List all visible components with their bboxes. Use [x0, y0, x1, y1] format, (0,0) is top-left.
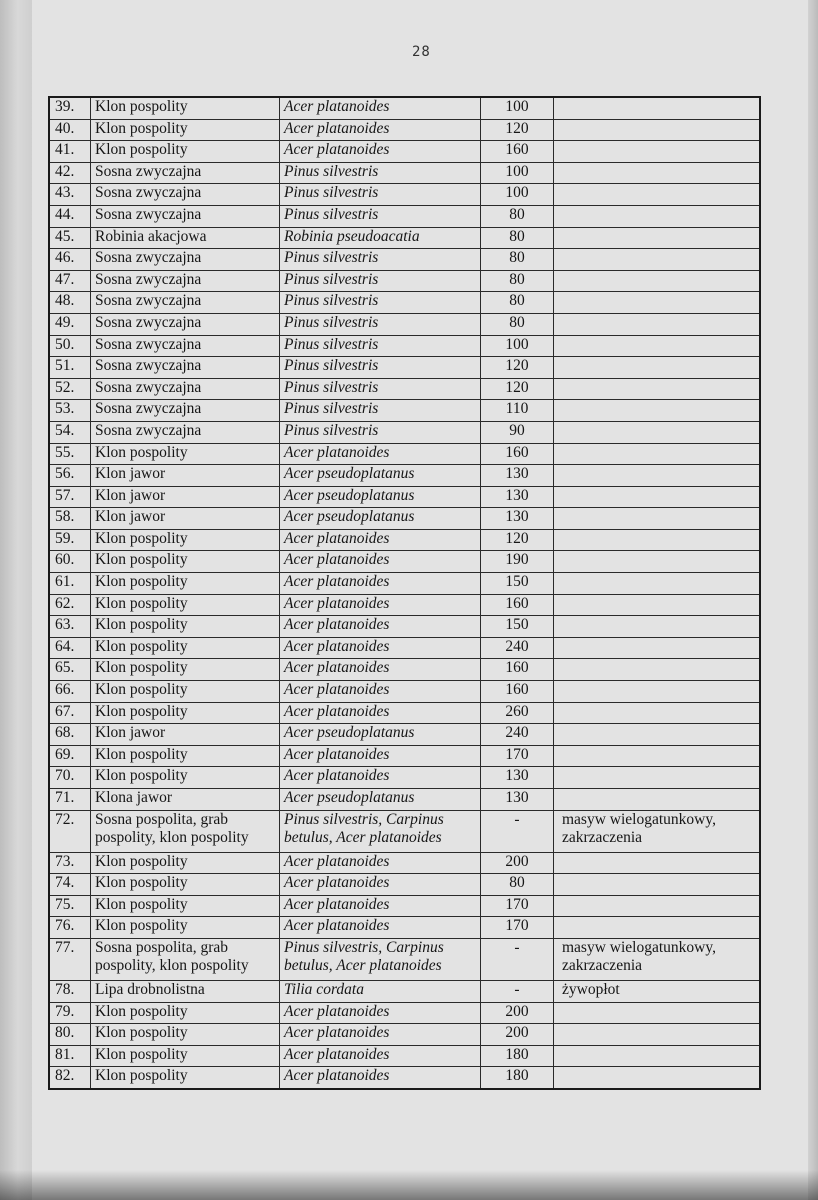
value-cell: 200 — [481, 1002, 554, 1024]
row-number-cell: 42. — [49, 162, 91, 184]
row-number-cell: 48. — [49, 292, 91, 314]
latin-name-cell: Acer platanoides — [280, 917, 481, 939]
value-cell: 120 — [481, 119, 554, 141]
row-number-cell: 77. — [49, 938, 91, 980]
value-cell: 130 — [481, 486, 554, 508]
row-number-cell: 73. — [49, 852, 91, 874]
table-row — [49, 659, 760, 681]
value-cell: 170 — [481, 895, 554, 917]
polish-name-cell: Klon pospolity — [91, 874, 280, 896]
row-number-cell: 56. — [49, 465, 91, 487]
row-number-cell: 52. — [49, 378, 91, 400]
value-cell: 260 — [481, 702, 554, 724]
row-number-cell: 74. — [49, 874, 91, 896]
remarks-cell — [554, 724, 761, 746]
remarks-cell — [554, 745, 761, 767]
value-cell: 130 — [481, 767, 554, 789]
table-row — [49, 313, 760, 335]
row-number-cell: 60. — [49, 551, 91, 573]
row-number-cell: 53. — [49, 400, 91, 422]
table-row — [49, 1067, 760, 1089]
row-number-cell: 70. — [49, 767, 91, 789]
value-cell: 90 — [481, 421, 554, 443]
row-number-cell: 81. — [49, 1045, 91, 1067]
latin-name-cell: Acer platanoides — [280, 895, 481, 917]
value-cell: 80 — [481, 874, 554, 896]
polish-name-cell: Klon pospolity — [91, 917, 280, 939]
table-row — [49, 443, 760, 465]
row-number-cell: 76. — [49, 917, 91, 939]
value-cell: 240 — [481, 637, 554, 659]
value-cell: - — [481, 938, 554, 980]
value-cell: 80 — [481, 249, 554, 271]
value-cell: 80 — [481, 313, 554, 335]
row-number-cell: 47. — [49, 270, 91, 292]
table-row — [49, 917, 760, 939]
polish-name-cell: Klon pospolity — [91, 1024, 280, 1046]
remarks-cell — [554, 551, 761, 573]
latin-name-cell: Acer pseudoplatanus — [280, 486, 481, 508]
polish-name-cell: Sosna zwyczajna — [91, 205, 280, 227]
latin-name-cell: Acer platanoides — [280, 594, 481, 616]
value-cell: 100 — [481, 97, 554, 119]
row-number-cell: 51. — [49, 357, 91, 379]
row-number-cell: 57. — [49, 486, 91, 508]
polish-name-cell: Klon pospolity — [91, 1067, 280, 1089]
table-row — [49, 616, 760, 638]
row-number-cell: 61. — [49, 573, 91, 595]
value-cell: 120 — [481, 378, 554, 400]
polish-name-cell: Sosna pospolita, grab pospolity, klon pospolity — [91, 938, 280, 980]
latin-name-cell: Acer platanoides — [280, 616, 481, 638]
remarks-cell — [554, 874, 761, 896]
polish-name-cell: Sosna zwyczajna — [91, 421, 280, 443]
polish-name-cell: Sosna zwyczajna — [91, 400, 280, 422]
latin-name-cell: Acer platanoides — [280, 702, 481, 724]
latin-name-cell: Pinus silvestris — [280, 400, 481, 422]
remarks-cell — [554, 270, 761, 292]
row-number-cell: 75. — [49, 895, 91, 917]
latin-name-cell: Acer platanoides — [280, 1067, 481, 1089]
latin-name-cell: Pinus silvestris — [280, 205, 481, 227]
remarks-cell — [554, 637, 761, 659]
latin-name-cell: Acer platanoides — [280, 852, 481, 874]
row-number-cell: 72. — [49, 810, 91, 852]
polish-name-cell: Klon pospolity — [91, 637, 280, 659]
table-row — [49, 335, 760, 357]
latin-name-cell: Acer platanoides — [280, 659, 481, 681]
remarks-cell — [554, 767, 761, 789]
latin-name-cell: Acer platanoides — [280, 573, 481, 595]
latin-name-cell: Acer platanoides — [280, 681, 481, 703]
polish-name-cell: Sosna zwyczajna — [91, 292, 280, 314]
value-cell: 100 — [481, 162, 554, 184]
remarks-cell — [554, 292, 761, 314]
row-number-cell: 69. — [49, 745, 91, 767]
table-row — [49, 1024, 760, 1046]
remarks-cell — [554, 616, 761, 638]
latin-name-cell: Pinus silvestris, Carpinus betulus, Acer platanoides — [280, 810, 481, 852]
row-number-cell: 79. — [49, 1002, 91, 1024]
polish-name-cell: Klon pospolity — [91, 767, 280, 789]
row-number-cell: 67. — [49, 702, 91, 724]
remarks-cell — [554, 529, 761, 551]
remarks-cell — [554, 162, 761, 184]
table-row — [49, 938, 760, 980]
row-number-cell: 71. — [49, 789, 91, 811]
table-row — [49, 465, 760, 487]
value-cell: 200 — [481, 852, 554, 874]
polish-name-cell: Klon pospolity — [91, 702, 280, 724]
remarks-cell — [554, 443, 761, 465]
latin-name-cell: Pinus silvestris — [280, 421, 481, 443]
remarks-cell — [554, 313, 761, 335]
latin-name-cell: Pinus silvestris — [280, 162, 481, 184]
value-cell: 160 — [481, 594, 554, 616]
value-cell: 180 — [481, 1067, 554, 1089]
remarks-cell — [554, 508, 761, 530]
remarks-cell — [554, 702, 761, 724]
row-number-cell: 55. — [49, 443, 91, 465]
latin-name-cell: Pinus silvestris, Carpinus betulus, Acer platanoides — [280, 938, 481, 980]
latin-name-cell: Acer platanoides — [280, 529, 481, 551]
polish-name-cell: Klon pospolity — [91, 659, 280, 681]
latin-name-cell: Acer platanoides — [280, 141, 481, 163]
polish-name-cell: Klon pospolity — [91, 573, 280, 595]
remarks-cell — [554, 227, 761, 249]
latin-name-cell: Pinus silvestris — [280, 184, 481, 206]
row-number-cell: 49. — [49, 313, 91, 335]
value-cell: 80 — [481, 270, 554, 292]
table-row — [49, 1045, 760, 1067]
value-cell: 160 — [481, 141, 554, 163]
remarks-cell — [554, 141, 761, 163]
remarks-cell: żywopłot — [554, 980, 761, 1002]
remarks-cell — [554, 917, 761, 939]
remarks-cell — [554, 400, 761, 422]
polish-name-cell: Klon jawor — [91, 486, 280, 508]
table-row — [49, 895, 760, 917]
table-row — [49, 637, 760, 659]
value-cell: 110 — [481, 400, 554, 422]
polish-name-cell: Klon pospolity — [91, 616, 280, 638]
polish-name-cell: Klon jawor — [91, 465, 280, 487]
polish-name-cell: Sosna zwyczajna — [91, 270, 280, 292]
table-row — [49, 745, 760, 767]
table-row — [49, 681, 760, 703]
table-row — [49, 184, 760, 206]
table-row — [49, 874, 760, 896]
remarks-cell — [554, 465, 761, 487]
row-number-cell: 82. — [49, 1067, 91, 1089]
table-row — [49, 767, 760, 789]
scan-bottom-shadow — [0, 1170, 818, 1200]
polish-name-cell: Sosna zwyczajna — [91, 313, 280, 335]
table-row — [49, 486, 760, 508]
table-row — [49, 810, 760, 852]
remarks-cell — [554, 335, 761, 357]
latin-name-cell: Acer platanoides — [280, 1024, 481, 1046]
table-row — [49, 594, 760, 616]
value-cell: 100 — [481, 335, 554, 357]
latin-name-cell: Acer pseudoplatanus — [280, 465, 481, 487]
table-row — [49, 421, 760, 443]
latin-name-cell: Acer platanoides — [280, 767, 481, 789]
polish-name-cell: Sosna zwyczajna — [91, 162, 280, 184]
latin-name-cell: Acer platanoides — [280, 551, 481, 573]
remarks-cell: masyw wielogatunkowy, zakrzaczenia — [554, 938, 761, 980]
value-cell: 160 — [481, 659, 554, 681]
remarks-cell — [554, 659, 761, 681]
tree-table-body — [49, 97, 760, 1089]
row-number-cell: 66. — [49, 681, 91, 703]
value-cell: 130 — [481, 465, 554, 487]
polish-name-cell: Klon pospolity — [91, 1045, 280, 1067]
latin-name-cell: Acer platanoides — [280, 637, 481, 659]
table-row — [49, 852, 760, 874]
table-row — [49, 400, 760, 422]
remarks-cell — [554, 378, 761, 400]
polish-name-cell: Sosna zwyczajna — [91, 357, 280, 379]
latin-name-cell: Acer pseudoplatanus — [280, 508, 481, 530]
row-number-cell: 54. — [49, 421, 91, 443]
latin-name-cell: Pinus silvestris — [280, 292, 481, 314]
polish-name-cell: Klon pospolity — [91, 529, 280, 551]
row-number-cell: 78. — [49, 980, 91, 1002]
value-cell: 160 — [481, 681, 554, 703]
polish-name-cell: Klon pospolity — [91, 551, 280, 573]
page-number: 28 — [412, 44, 431, 60]
polish-name-cell: Sosna zwyczajna — [91, 335, 280, 357]
value-cell: - — [481, 980, 554, 1002]
remarks-cell — [554, 1002, 761, 1024]
latin-name-cell: Acer platanoides — [280, 119, 481, 141]
remarks-cell — [554, 1024, 761, 1046]
value-cell: 120 — [481, 357, 554, 379]
table-row — [49, 357, 760, 379]
table-row — [49, 249, 760, 271]
table-row — [49, 529, 760, 551]
value-cell: 200 — [481, 1024, 554, 1046]
polish-name-cell: Klon pospolity — [91, 97, 280, 119]
value-cell: 100 — [481, 184, 554, 206]
table-row — [49, 227, 760, 249]
table-row — [49, 119, 760, 141]
table-row — [49, 702, 760, 724]
remarks-cell — [554, 594, 761, 616]
latin-name-cell: Pinus silvestris — [280, 270, 481, 292]
remarks-cell — [554, 205, 761, 227]
scan-edge-right — [808, 0, 818, 1200]
polish-name-cell: Klon pospolity — [91, 1002, 280, 1024]
value-cell: - — [481, 810, 554, 852]
polish-name-cell: Klon jawor — [91, 508, 280, 530]
row-number-cell: 45. — [49, 227, 91, 249]
remarks-cell — [554, 1045, 761, 1067]
value-cell: 160 — [481, 443, 554, 465]
table-row — [49, 573, 760, 595]
table-row — [49, 292, 760, 314]
value-cell: 150 — [481, 573, 554, 595]
remarks-cell — [554, 895, 761, 917]
row-number-cell: 40. — [49, 119, 91, 141]
latin-name-cell: Robinia pseudoacatia — [280, 227, 481, 249]
value-cell: 170 — [481, 917, 554, 939]
row-number-cell: 59. — [49, 529, 91, 551]
table-row — [49, 551, 760, 573]
row-number-cell: 46. — [49, 249, 91, 271]
remarks-cell — [554, 97, 761, 119]
row-number-cell: 63. — [49, 616, 91, 638]
remarks-cell — [554, 357, 761, 379]
latin-name-cell: Acer platanoides — [280, 443, 481, 465]
value-cell: 120 — [481, 529, 554, 551]
value-cell: 80 — [481, 227, 554, 249]
polish-name-cell: Klona jawor — [91, 789, 280, 811]
latin-name-cell: Pinus silvestris — [280, 249, 481, 271]
tree-inventory-table — [48, 96, 761, 1090]
table-row — [49, 724, 760, 746]
table-row — [49, 270, 760, 292]
latin-name-cell: Pinus silvestris — [280, 335, 481, 357]
polish-name-cell: Klon pospolity — [91, 443, 280, 465]
polish-name-cell: Sosna zwyczajna — [91, 378, 280, 400]
polish-name-cell: Sosna zwyczajna — [91, 249, 280, 271]
polish-name-cell: Robinia akacjowa — [91, 227, 280, 249]
table-row — [49, 378, 760, 400]
remarks-cell — [554, 486, 761, 508]
value-cell: 180 — [481, 1045, 554, 1067]
document-page — [32, 0, 808, 1200]
table-row — [49, 97, 760, 119]
table-row — [49, 789, 760, 811]
polish-name-cell: Klon pospolity — [91, 681, 280, 703]
polish-name-cell: Klon pospolity — [91, 594, 280, 616]
table-row — [49, 141, 760, 163]
latin-name-cell: Pinus silvestris — [280, 378, 481, 400]
remarks-cell — [554, 1067, 761, 1089]
polish-name-cell: Sosna pospolita, grab pospolity, klon pospolity — [91, 810, 280, 852]
value-cell: 130 — [481, 508, 554, 530]
remarks-cell — [554, 421, 761, 443]
polish-name-cell: Klon pospolity — [91, 141, 280, 163]
row-number-cell: 41. — [49, 141, 91, 163]
polish-name-cell: Klon jawor — [91, 724, 280, 746]
latin-name-cell: Acer platanoides — [280, 745, 481, 767]
row-number-cell: 65. — [49, 659, 91, 681]
polish-name-cell: Klon pospolity — [91, 745, 280, 767]
polish-name-cell: Sosna zwyczajna — [91, 184, 280, 206]
row-number-cell: 50. — [49, 335, 91, 357]
table-row — [49, 508, 760, 530]
latin-name-cell: Acer platanoides — [280, 1002, 481, 1024]
polish-name-cell: Lipa drobnolistna — [91, 980, 280, 1002]
table-row — [49, 205, 760, 227]
latin-name-cell: Acer pseudoplatanus — [280, 789, 481, 811]
latin-name-cell: Acer platanoides — [280, 874, 481, 896]
row-number-cell: 58. — [49, 508, 91, 530]
latin-name-cell: Acer platanoides — [280, 1045, 481, 1067]
row-number-cell: 68. — [49, 724, 91, 746]
latin-name-cell: Acer platanoides — [280, 97, 481, 119]
row-number-cell: 43. — [49, 184, 91, 206]
remarks-cell — [554, 681, 761, 703]
row-number-cell: 62. — [49, 594, 91, 616]
value-cell: 130 — [481, 789, 554, 811]
latin-name-cell: Pinus silvestris — [280, 357, 481, 379]
table-row — [49, 1002, 760, 1024]
remarks-cell — [554, 249, 761, 271]
row-number-cell: 64. — [49, 637, 91, 659]
value-cell: 80 — [481, 205, 554, 227]
remarks-cell — [554, 573, 761, 595]
remarks-cell — [554, 119, 761, 141]
value-cell: 240 — [481, 724, 554, 746]
remarks-cell — [554, 789, 761, 811]
value-cell: 150 — [481, 616, 554, 638]
table-row — [49, 162, 760, 184]
polish-name-cell: Klon pospolity — [91, 852, 280, 874]
row-number-cell: 39. — [49, 97, 91, 119]
remarks-cell: masyw wielogatunkowy, zakrzaczenia — [554, 810, 761, 852]
row-number-cell: 44. — [49, 205, 91, 227]
value-cell: 170 — [481, 745, 554, 767]
table-row — [49, 980, 760, 1002]
latin-name-cell: Pinus silvestris — [280, 313, 481, 335]
remarks-cell — [554, 852, 761, 874]
value-cell: 80 — [481, 292, 554, 314]
polish-name-cell: Klon pospolity — [91, 895, 280, 917]
polish-name-cell: Klon pospolity — [91, 119, 280, 141]
remarks-cell — [554, 184, 761, 206]
latin-name-cell: Tilia cordata — [280, 980, 481, 1002]
value-cell: 190 — [481, 551, 554, 573]
latin-name-cell: Acer pseudoplatanus — [280, 724, 481, 746]
scan-edge-left — [0, 0, 33, 1200]
row-number-cell: 80. — [49, 1024, 91, 1046]
